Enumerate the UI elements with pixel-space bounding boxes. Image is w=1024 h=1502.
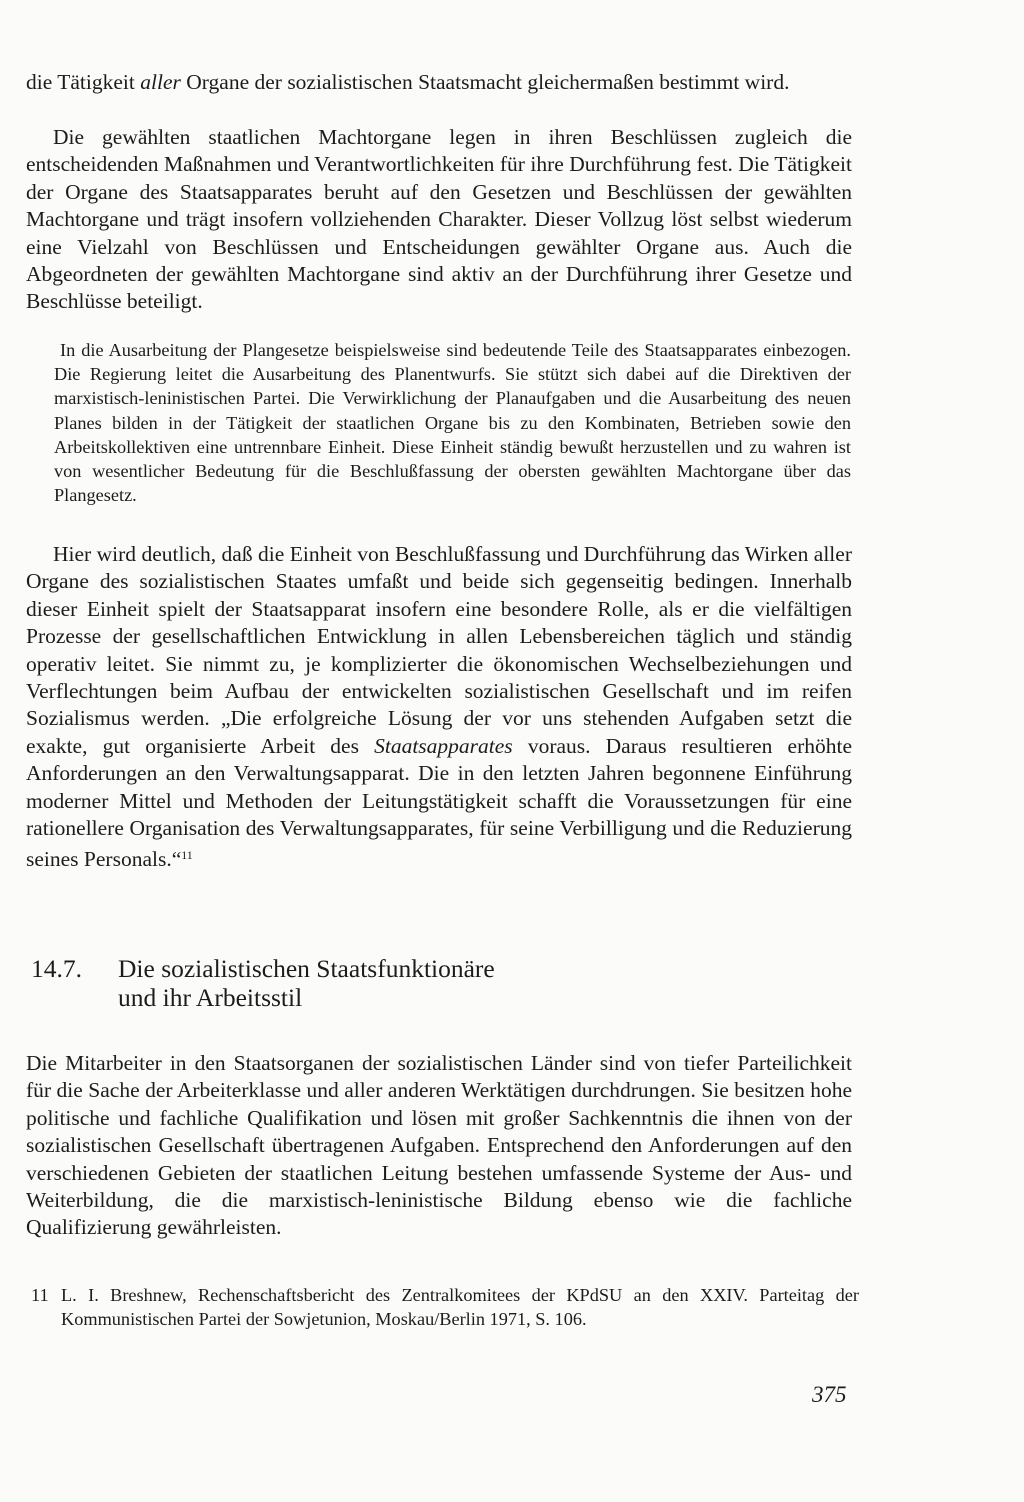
- text-run: In die Ausarbeitung der Plangesetze beispielsweise sind bedeutende Teile des Staatsapparates einbezogen. Die Regierung leitet die Ausarbeitung des Planentwurfs. Sie stützt sich dabei auf die Direktiven der marxistisch-leninistischen Partei. Die Verwirklichung der Planaufgaben und die Ausarbeitung des neuen Planes bilden in der Tätigkeit der staatlichen Organe bis zu den Kombinaten, Betrieben sowie den Arbeitskollektiven eine untrennbare Einheit. Diese Einheit ständig bewußt herzustellen und zu wahren ist von wesentlicher Bedeutung für die Beschlußfassung der obersten gewählten Machtorgane über das Plangesetz.: [54, 340, 851, 506]
- page-number: 375: [812, 1382, 847, 1407]
- paragraph-elected-organs: [26, 124, 852, 316]
- paragraph-staff: [26, 1050, 852, 1242]
- text-run: voraus. Daraus resultieren erhöhte Anforderungen an den Verwaltungsapparat. Die in den letzten Jahren begonnene Einführung moderner Mittel und Methoden der Leitungstätigkeit schafft die Voraussetzungen für eine rationellere Organisation des Verwaltungsapparates, für seine Verbilligung und die Reduzierung seines Personals.“: [26, 733, 852, 872]
- paragraph-text: [54, 338, 851, 507]
- section-title: [118, 954, 638, 1012]
- paragraph-text: [26, 124, 852, 316]
- section-title-line-2: und ihr Arbeitsstil: [118, 983, 303, 1012]
- paragraph-text: [26, 69, 852, 96]
- text-run: Organe der sozialistischen Staatsmacht gleichermaßen bestimmt wird.: [180, 70, 790, 94]
- footnote-text: L. I. Breshnew, Rechenschaftsbericht des Zentralkomitees der KPdSU an den XXIV. Parteitag der Kommunistischen Partei der Sowjetunion, Moskau/Berlin 1971, S. 106.: [61, 1285, 859, 1330]
- text-run: Die Mitarbeiter in den Staatsorganen der sozialistischen Länder sind von tiefer Parteilichkeit für die Sache der Arbeiterklasse und aller anderen Werktätigen durchdrungen. Sie besitzen hohe politische und fachliche Qualifikation und lösen mit großer Sachkenntnis die ihnen von der sozialistischen Gesellschaft übertragenen Aufgaben. Entsprechend den Anforderungen auf den verschiedenen Gebieten der staatlichen Leitung bestehen umfassende Systeme der Aus- und Weiterbildung, die die marxistisch-leninistische Bildung ebenso wie die fachliche Qualifizierung gewährleisten.: [26, 1051, 852, 1240]
- emphasis-text: aller: [140, 70, 181, 94]
- section-title-line-1: Die sozialistischen Staatsfunktionäre: [118, 954, 495, 983]
- text-run: Die gewählten staatlichen Machtorgane legen in ihren Beschlüssen zugleich die entscheidenden Maßnahmen und Verantwortlichkeiten für ihre Durchführung fest. Die Tätigkeit der Organe des Staatsapparates beruht auf den Gesetzen und Beschlüssen der gewählten Machtorgane und trägt insofern vollziehenden Charakter. Dieser Vollzug löst selbst wiederum eine Vielzahl von Beschlüssen und Entscheidungen gewählter Organe aus. Auch die Abgeordneten der gewählten Machtorgane sind aktiv an der Durchführung ihrer Gesetze und Beschlüsse beteiligt.: [26, 125, 852, 314]
- paragraph-unity-decision-execution: [26, 541, 852, 874]
- section-number: 14.7.: [31, 954, 82, 983]
- text-run: die Tätigkeit: [26, 70, 141, 94]
- paragraph-continuation: [26, 69, 852, 96]
- text-run: Hier wird deutlich, daß die Einheit von Beschlußfassung und Durchführung das Wirken aller Organe des sozialistischen Staates umfaßt und beide sich gegenseitig bedingen. Innerhalb dieser Einheit spielt der Staatsapparat insofern eine besondere Rolle, als er die vielfältigen Prozesse der gesellschaftlichen Entwicklung in allen Lebensbereichen täglich und ständig operativ leitet. Sie nimmt zu, je komplizierter die ökonomischen Wechselbeziehungen und Verflechtungen beim Aufbau der entwickelten sozialistischen Gesellschaft und im reifen Sozialismus werden. „Die erfolgreiche Lösung der vor uns stehenden Aufgaben setzt die exakte, gut organisierte Arbeit des: [26, 542, 852, 758]
- emphasis-text: Staatsapparates: [374, 733, 513, 758]
- paragraph-text: [26, 1050, 852, 1242]
- example-paragraph-plangesetze: [54, 338, 851, 507]
- footnote-reference: 11: [181, 848, 193, 863]
- paragraph-text: [26, 541, 852, 874]
- footnote: [31, 1283, 859, 1331]
- footnote-number: 11: [31, 1285, 49, 1305]
